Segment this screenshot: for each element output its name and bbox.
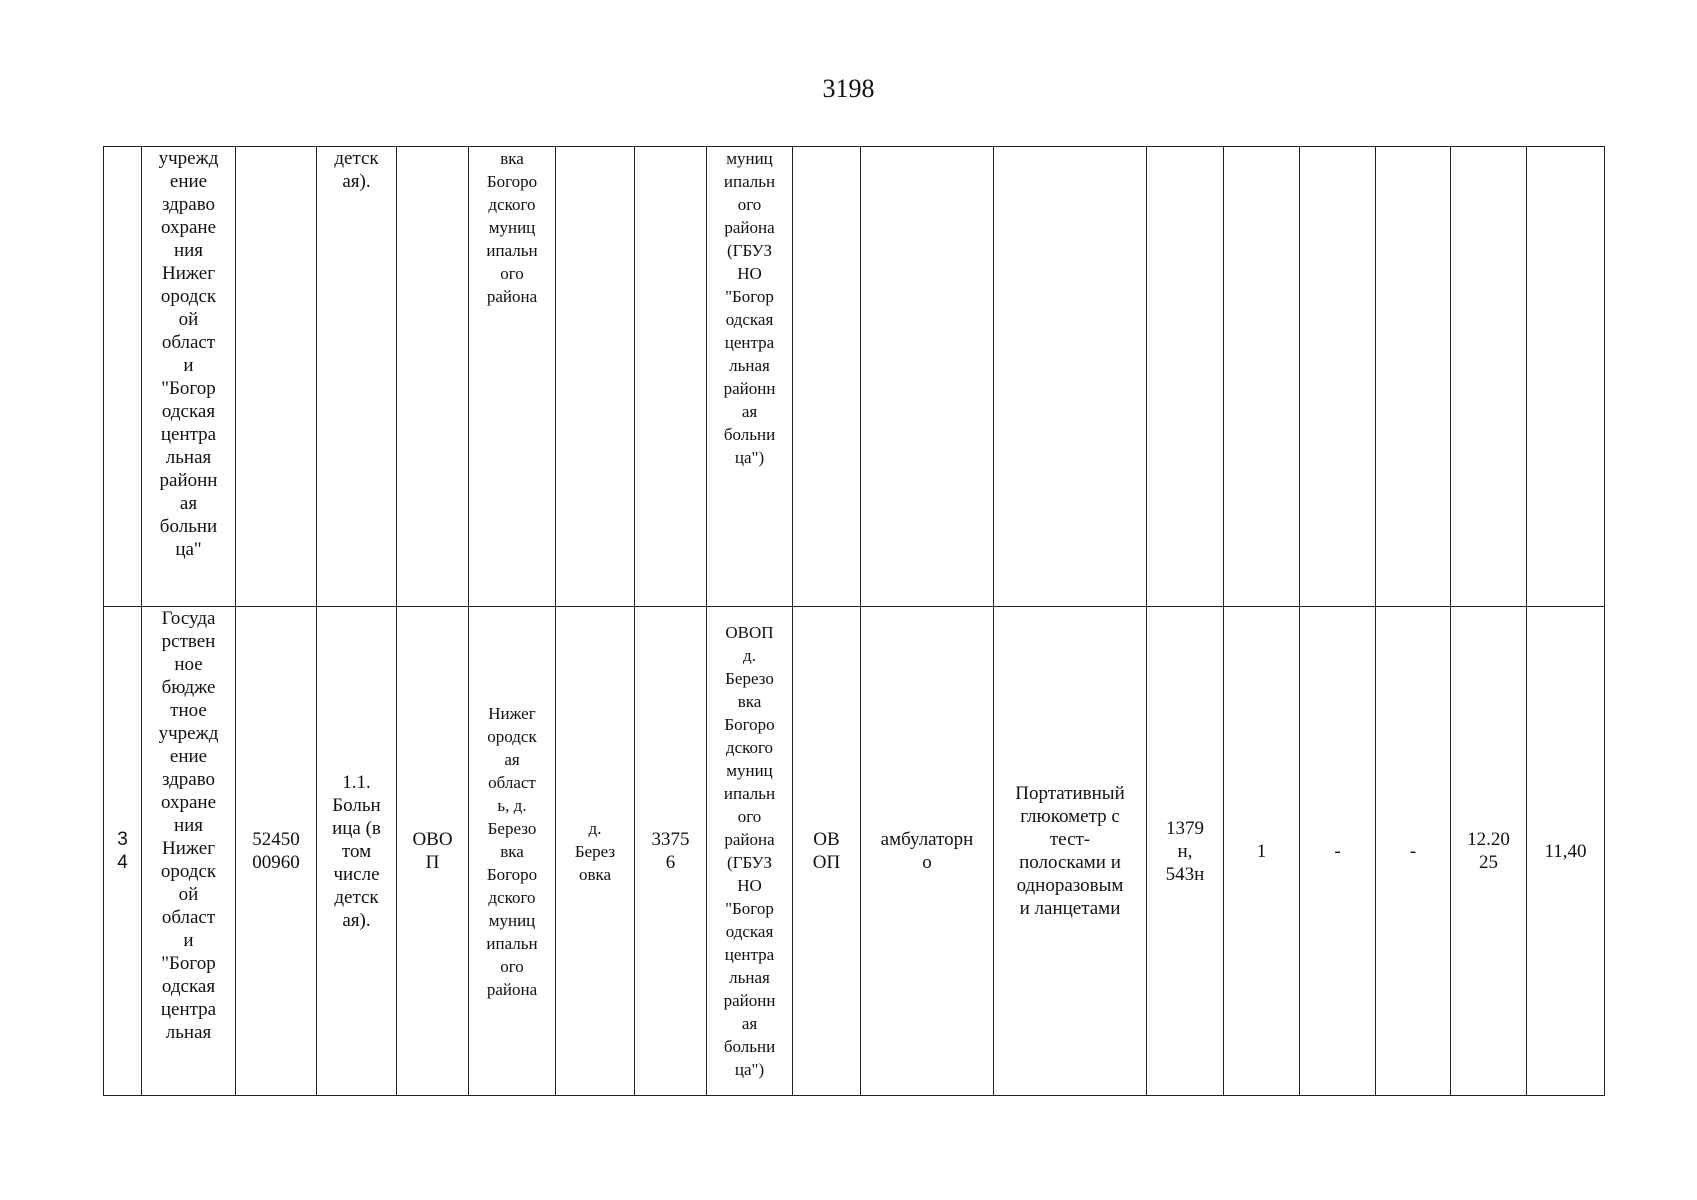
cell-subdivision: муниц ипальн ого района (ГБУЗ НО "Богор одская центра льная районн ая больни ца") bbox=[707, 147, 793, 607]
cell-postal: 3375 6 bbox=[635, 607, 707, 1096]
cell-quantity bbox=[1224, 147, 1300, 607]
cell-locality bbox=[556, 147, 635, 607]
cell-date: 12.20 25 bbox=[1451, 607, 1527, 1096]
cell-short-name bbox=[793, 147, 861, 607]
cell-subdivision: ОВОП д. Березо вка Богоро дского муниц ипальн ого района (ГБУЗ НО "Богор одская центра льная районн ая больни ца") bbox=[707, 607, 793, 1096]
cell-unit bbox=[397, 147, 469, 607]
cell-code bbox=[236, 147, 317, 607]
cell-quantity: 1 bbox=[1224, 607, 1300, 1096]
cell-unit: ОВО П bbox=[397, 607, 469, 1096]
cell-col-b: - bbox=[1376, 607, 1451, 1096]
cell-device bbox=[994, 147, 1147, 607]
cell-number bbox=[104, 147, 142, 607]
cell-code: 52450 00960 bbox=[236, 607, 317, 1096]
cell-col-a: - bbox=[1300, 607, 1376, 1096]
cell-cost: 11,40 bbox=[1527, 607, 1605, 1096]
table-row bbox=[104, 607, 1605, 1096]
cell-order bbox=[1147, 147, 1224, 607]
cell-care-form bbox=[861, 147, 994, 607]
cell-facility-type: детск ая). bbox=[317, 147, 397, 607]
cell-device: Портативный глюкометр с тест- полосками и одноразовым и ланцетами bbox=[994, 607, 1147, 1096]
cell-date bbox=[1451, 147, 1527, 607]
registry-table bbox=[103, 146, 1605, 1096]
cell-address: Нижег ородск ая област ь, д. Березо вка Богоро дского муниц ипальн ого района bbox=[469, 607, 556, 1096]
cell-address: вка Богоро дского муниц ипальн ого района bbox=[469, 147, 556, 607]
cell-locality: д. Берез овка bbox=[556, 607, 635, 1096]
cell-organization: учрежд ение здраво охране ния Нижег ородск ой област и "Богор одская центра льная районн ая больни ца" bbox=[142, 147, 236, 607]
cell-number: 3 4 bbox=[104, 607, 142, 1096]
cell-short-name: ОВ ОП bbox=[793, 607, 861, 1096]
cell-facility-type: 1.1. Больн ица (в том числе детск ая). bbox=[317, 607, 397, 1096]
cell-col-a bbox=[1300, 147, 1376, 607]
table-row bbox=[104, 147, 1605, 607]
page-number: 3198 bbox=[822, 74, 875, 103]
cell-col-b bbox=[1376, 147, 1451, 607]
cell-care-form: амбулаторн о bbox=[861, 607, 994, 1096]
cell-order: 1379 н, 543н bbox=[1147, 607, 1224, 1096]
cell-cost bbox=[1527, 147, 1605, 607]
cell-postal bbox=[635, 147, 707, 607]
cell-organization: Госуда рствен ное бюдже тное учрежд ение здраво охране ния Нижег ородск ой област и "Богор одская центра льная bbox=[142, 607, 236, 1096]
